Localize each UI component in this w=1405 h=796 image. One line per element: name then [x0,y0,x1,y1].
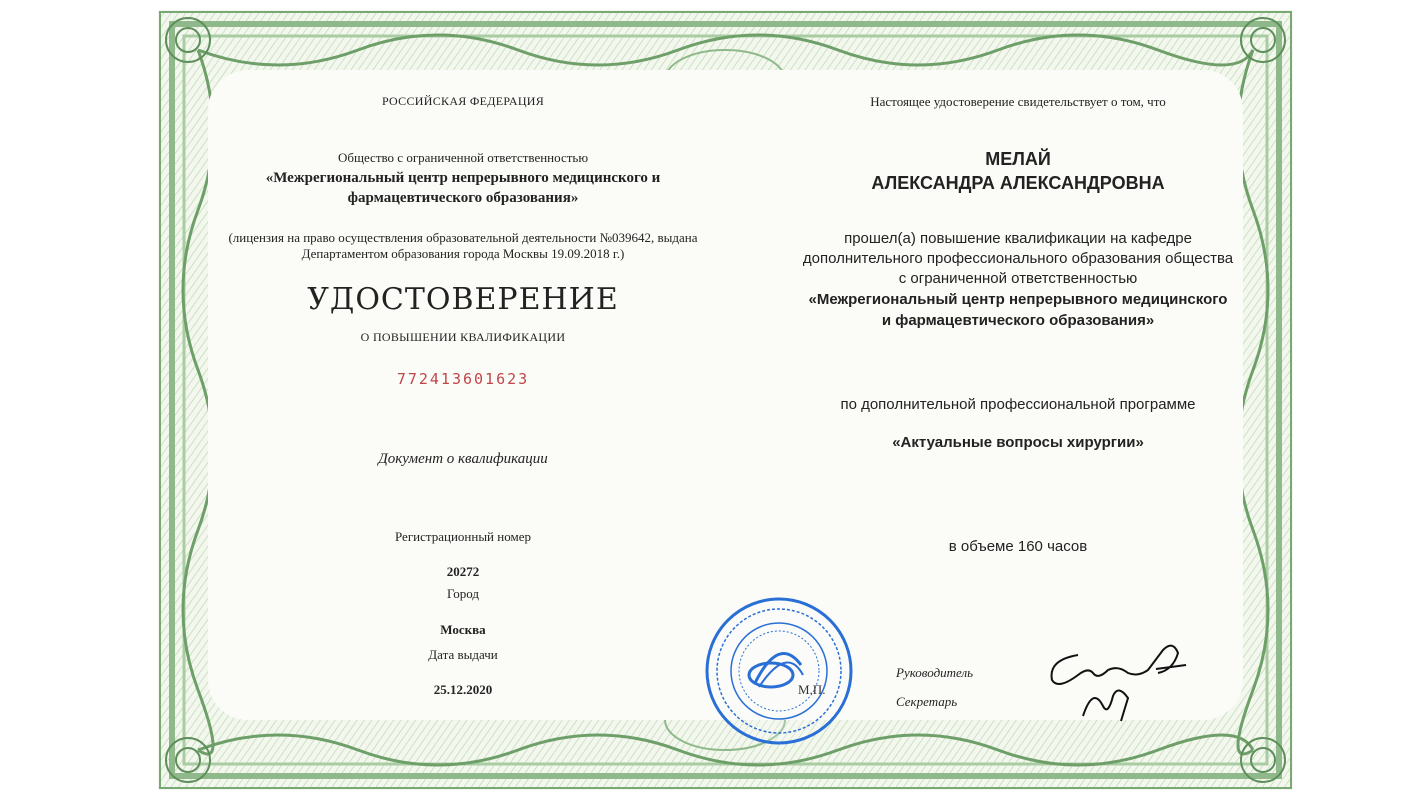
body-line-4: «Межрегиональный центр непрерывного медицинского [808,291,1228,308]
secretary-signature [1073,676,1143,726]
city-value: Москва [440,622,486,637]
issue-date-value: 25.12.2020 [433,682,493,697]
org-type: Общество с ограниченной ответственностью [337,150,589,165]
secretary-signature-label: Секретарь [896,694,958,709]
serial-number: 772413601623 [396,370,530,388]
body-line-1: прошел(а) повышение квалификации на кафедре [844,230,1192,247]
issue-date-label: Дата выдачи [428,647,498,662]
program-label: по дополнительной профессиональной программе [840,396,1196,413]
license-line-2: Департаментом образования города Москвы 19.09.2018 г.) [301,246,625,261]
license-line-1: (лицензия на право осуществления образовательной деятельности №039642, выдана [228,230,698,245]
body-line-5: и фармацевтического образования» [881,312,1155,329]
registration-label: Регистрационный номер [395,529,531,544]
country-name: РОССИЙСКАЯ ФЕДЕРАЦИЯ [381,94,545,108]
holder-surname: МЕЛАЙ [985,149,1051,169]
city-label: Город [446,586,480,601]
body-line-3: с ограниченной ответственностью [898,270,1138,287]
hours-volume: в объеме 160 часов [948,538,1088,555]
document-title: УДОСТОВЕРЕНИЕ [307,282,619,317]
certifies-text: Настоящее удостоверение свидетельствует о том, что [870,94,1166,109]
program-title: «Актуальные вопросы хирургии» [892,434,1144,451]
certificate-sheet [158,10,1293,790]
official-seal [703,595,855,747]
stamp-mark: М.П. [798,682,826,697]
head-signature-label: Руководитель [896,665,974,680]
org-name-line-1: «Межрегиональный центр непрерывного медицинского и [265,170,661,186]
org-name-line-2: фармацевтического образования» [347,190,579,206]
body-line-2: дополнительного профессионального образования общества [802,250,1234,267]
document-subtitle: О ПОВЫШЕНИИ КВАЛИФИКАЦИИ [360,330,566,344]
registration-number: 20272 [446,564,480,579]
document-type: Документ о квалификации [378,451,548,467]
holder-given-names: АЛЕКСАНДРА АЛЕКСАНДРОВНА [871,173,1165,193]
